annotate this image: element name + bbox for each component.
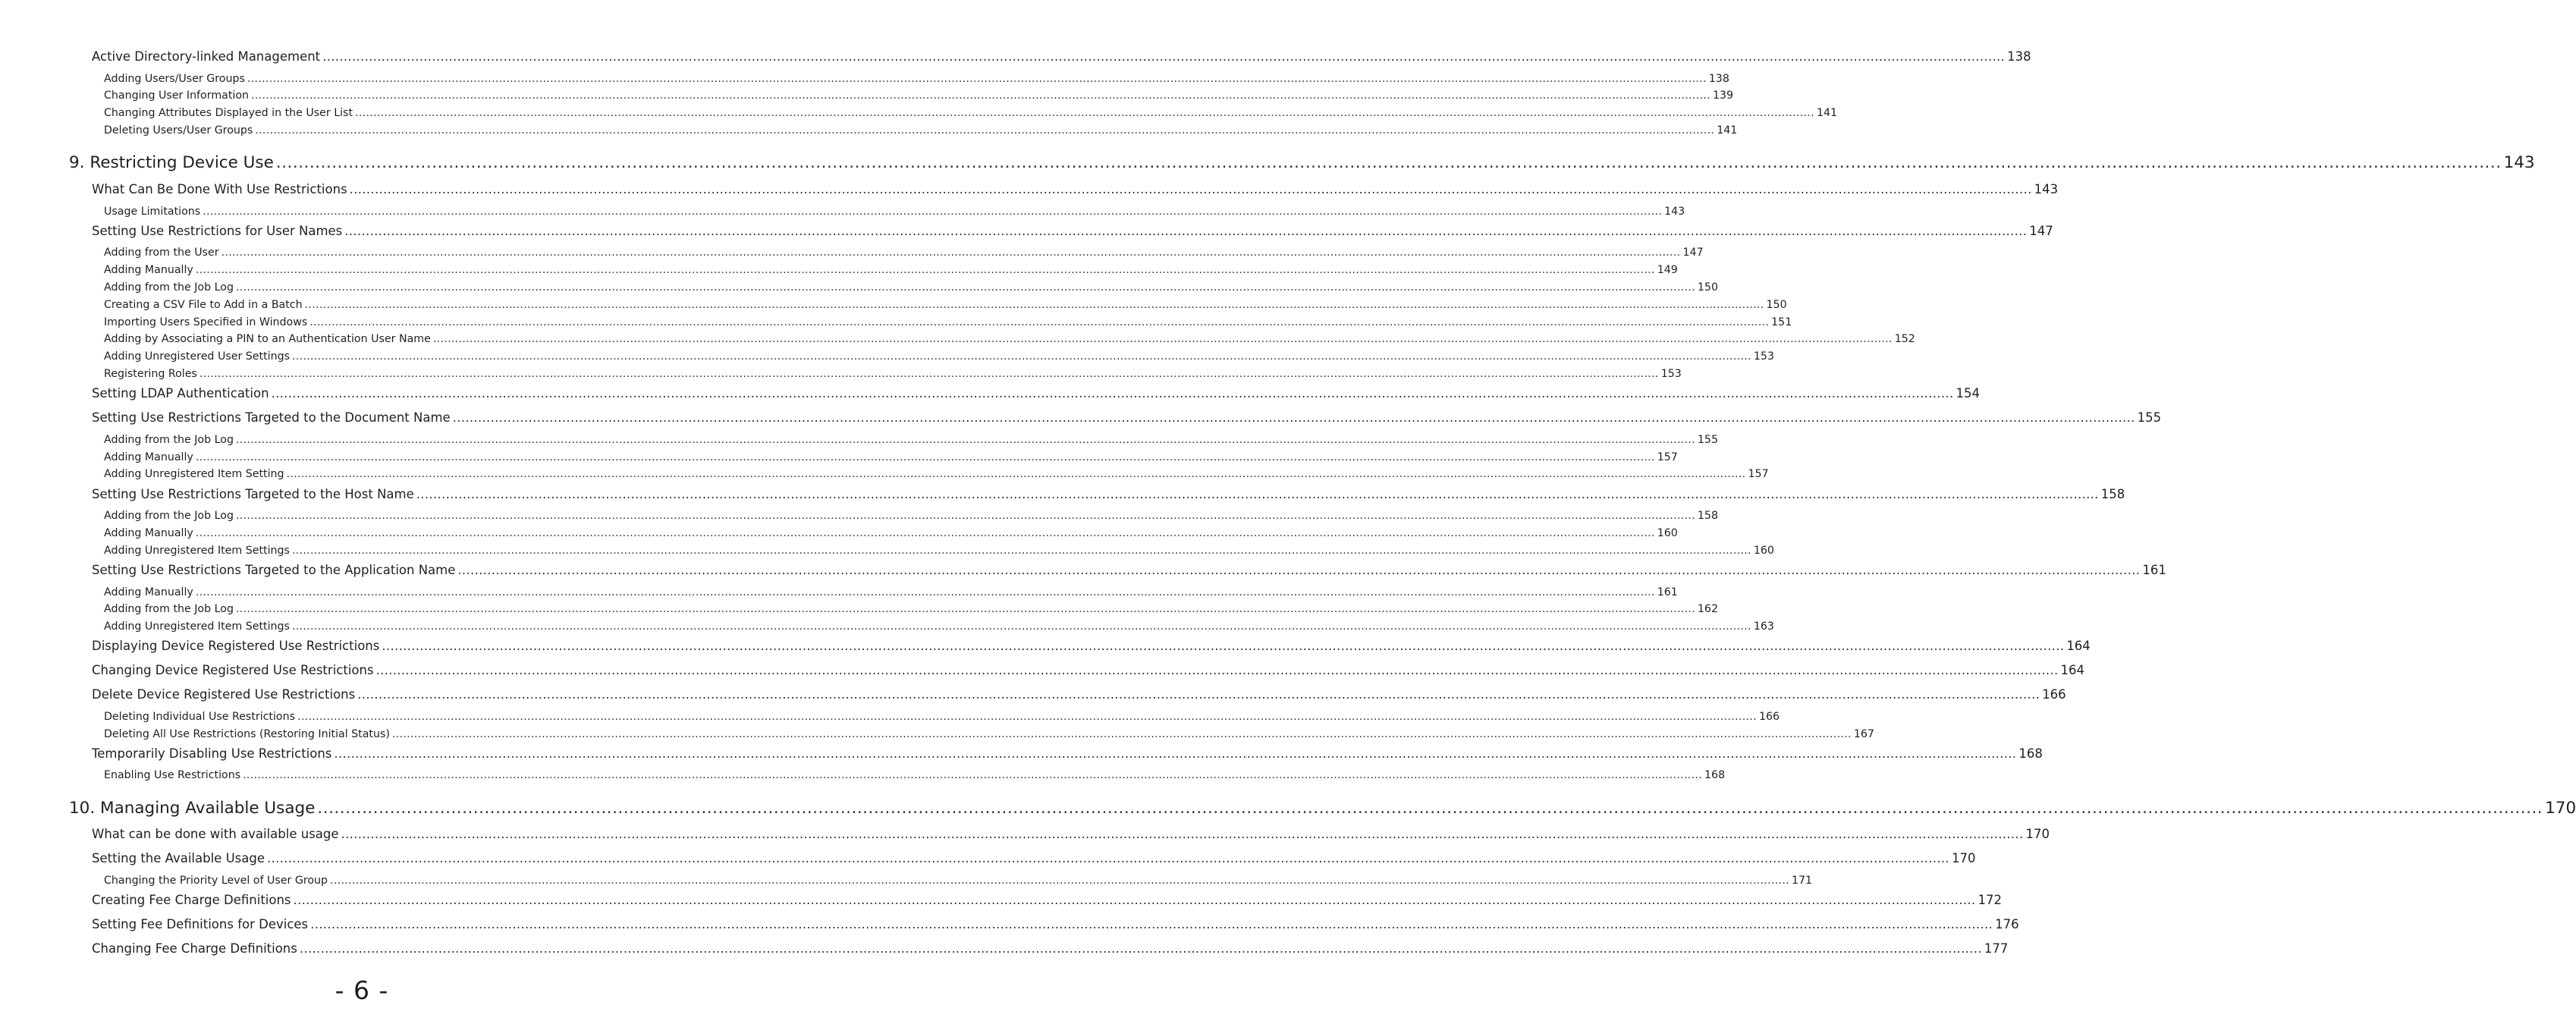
toc-entry-title: Setting Use Restrictions for User Names	[92, 224, 343, 238]
toc-section-entry[interactable]	[92, 49, 2031, 66]
toc-section-entry[interactable]	[92, 182, 2059, 199]
toc-dot-leader: ................................................................................................................................................................................................................................................................................................................................................................................................................	[375, 663, 2059, 677]
toc-subsection-entry[interactable]	[104, 586, 1678, 602]
toc-subsection-entry[interactable]	[104, 73, 1729, 88]
toc-entry-page: 166	[1758, 711, 1780, 723]
toc-entry-page: 158	[2100, 487, 2125, 501]
toc-section-entry[interactable]	[92, 746, 2043, 763]
toc-section-entry[interactable]	[92, 487, 2125, 504]
toc-dot-leader: ................................................................................................................................................................................................................................................................................................................................................................................................................	[203, 206, 1663, 218]
toc-subsection-entry[interactable]	[104, 247, 1704, 262]
toc-dot-leader: ................................................................................................................................................................................................................................................................................................................................................................................................................	[291, 350, 1751, 363]
toc-dot-leader: ................................................................................................................................................................................................................................................................................................................................................................................................................	[195, 451, 1655, 463]
toc-dot-leader: ................................................................................................................................................................................................................................................................................................................................................................................................................	[267, 851, 1949, 865]
toc-entry-title: Setting Use Restrictions Targeted to the Host Name	[92, 487, 414, 501]
toc-subsection-entry[interactable]	[104, 206, 1685, 221]
toc-entry-page: 141	[1717, 124, 1738, 137]
toc-subsection-entry[interactable]	[104, 124, 1738, 140]
toc-entry-page: 158	[1697, 510, 1718, 522]
toc-entry-title: Creating Fee Charge Definitions	[92, 893, 291, 907]
toc-subsection-entry[interactable]	[104, 711, 1780, 726]
toc-section-entry[interactable]	[92, 639, 2091, 655]
toc-entry-title: Changing Fee Charge Definitions	[92, 941, 297, 956]
toc-entry-title: Adding from the Job Log	[104, 510, 234, 522]
toc-dot-leader: ................................................................................................................................................................................................................................................................................................................................................................................................................	[432, 333, 1893, 345]
toc-dot-leader: ................................................................................................................................................................................................................................................................................................................................................................................................................	[452, 410, 2135, 425]
toc-entry-title: Changing the Priority Level of User Group	[104, 875, 328, 887]
toc-entry-title: Adding from the User	[104, 247, 219, 259]
toc-entry-title: Registering Roles	[104, 368, 197, 380]
toc-entry-page: 147	[1682, 247, 1704, 259]
toc-dot-leader: ................................................................................................................................................................................................................................................................................................................................................................................................................	[235, 434, 1695, 446]
toc-entry-page: 153	[1660, 368, 1682, 380]
toc-entry-page: 160	[1657, 527, 1678, 539]
toc-entry-page: 138	[1708, 73, 1729, 85]
toc-entry-page: 157	[1657, 451, 1678, 463]
toc-entry-title: Adding Manually	[104, 527, 193, 539]
toc-dot-leader: ................................................................................................................................................................................................................................................................................................................................................................................................................	[255, 124, 1715, 137]
toc-entry-page: 138	[2007, 49, 2031, 64]
toc-entry-page: 161	[1657, 586, 1678, 598]
toc-entry-title: Adding Manually	[104, 264, 193, 276]
toc-dot-leader: ................................................................................................................................................................................................................................................................................................................................................................................................................	[195, 586, 1655, 598]
toc-dot-leader: ................................................................................................................................................................................................................................................................................................................................................................................................................	[416, 487, 2099, 501]
toc-entry-title: Adding Users/User Groups	[104, 73, 245, 85]
toc-section-entry[interactable]	[92, 386, 1980, 403]
toc-entry-page: 172	[1978, 893, 2002, 907]
toc-entry-page: 162	[1697, 603, 1718, 615]
toc-entry-page: 171	[1791, 875, 1813, 887]
toc-entry-page: 154	[1956, 386, 1980, 400]
toc-dot-leader: ................................................................................................................................................................................................................................................................................................................................................................................................................	[235, 510, 1695, 522]
toc-dot-leader: ................................................................................................................................................................................................................................................................................................................................................................................................................	[243, 769, 1703, 781]
toc-entry-title: 10. Managing Available Usage	[69, 799, 316, 818]
toc-dot-leader: ................................................................................................................................................................................................................................................................................................................................................................................................................	[309, 316, 1770, 328]
toc-entry-title: 9. Restricting Device Use	[69, 153, 274, 172]
toc-dot-leader: ................................................................................................................................................................................................................................................................................................................................................................................................................	[344, 224, 2028, 238]
toc-entry-page: 150	[1697, 281, 1718, 294]
toc-subsection-entry[interactable]	[104, 316, 1792, 331]
toc-entry-title: Displaying Device Registered Use Restrictions	[92, 639, 380, 653]
toc-subsection-entry[interactable]	[104, 264, 1678, 279]
toc-entry-page: 143	[2503, 153, 2535, 172]
toc-subsection-entry[interactable]	[104, 769, 1726, 784]
toc-entry-title: Delete Device Registered Use Restrictions	[92, 687, 356, 702]
toc-subsection-entry[interactable]	[104, 350, 1774, 366]
toc-entry-page: 153	[1753, 350, 1774, 363]
toc-dot-leader: ................................................................................................................................................................................................................................................................................................................................................................................................................	[195, 264, 1655, 276]
toc-dot-leader: ................................................................................................................................................................................................................................................................................................................................................................................................................	[235, 281, 1695, 294]
toc-entry-title: Adding Manually	[104, 451, 193, 463]
toc-subsection-entry[interactable]	[104, 510, 1718, 525]
toc-dot-leader: ................................................................................................................................................................................................................................................................................................................................................................................................................	[271, 386, 1954, 400]
toc-entry-page: 177	[1984, 941, 2009, 956]
toc-dot-leader: ................................................................................................................................................................................................................................................................................................................................................................................................................	[299, 941, 1982, 956]
toc-entry-page: 168	[2018, 746, 2043, 761]
toc-dot-leader: ................................................................................................................................................................................................................................................................................................................................................................................................................	[293, 893, 1976, 907]
toc-subsection-entry[interactable]	[104, 527, 1678, 542]
toc-entry-page: 155	[1697, 434, 1718, 446]
toc-section-entry[interactable]	[92, 563, 2166, 580]
toc-section-entry[interactable]	[92, 941, 2009, 958]
toc-entry-title: Enabling Use Restrictions	[104, 769, 241, 781]
toc-entry-page: 164	[2060, 663, 2085, 677]
toc-subsection-entry[interactable]	[104, 620, 1774, 636]
toc-dot-leader: ................................................................................................................................................................................................................................................................................................................................................................................................................	[297, 711, 1757, 723]
toc-entry-page: 141	[1816, 107, 1838, 119]
toc-subsection-entry[interactable]	[104, 281, 1718, 297]
toc-entry-page: 155	[2137, 410, 2162, 425]
toc-dot-leader: ................................................................................................................................................................................................................................................................................................................................................................................................................	[304, 299, 1764, 311]
toc-dot-leader: ................................................................................................................................................................................................................................................................................................................................................................................................................	[251, 90, 1711, 102]
toc-entry-page: 167	[1853, 728, 1874, 740]
toc-dot-leader: ................................................................................................................................................................................................................................................................................................................................................................................................................	[199, 368, 1659, 380]
toc-entry-title: Usage Limitations	[104, 206, 201, 218]
toc-entry-page: 161	[2142, 563, 2166, 577]
toc-entry-page: 164	[2066, 639, 2091, 653]
toc-dot-leader: ................................................................................................................................................................................................................................................................................................................................................................................................................	[221, 247, 1681, 259]
toc-entry-title: Temporarily Disabling Use Restrictions	[92, 746, 332, 761]
toc-subsection-entry[interactable]	[104, 545, 1774, 560]
toc-entry-title: What can be done with available usage	[92, 827, 339, 841]
toc-entry-page: 170	[1951, 851, 1976, 865]
toc-dot-leader: ................................................................................................................................................................................................................................................................................................................................................................................................................	[247, 73, 1707, 85]
toc-dot-leader: ................................................................................................................................................................................................................................................................................................................................................................................................................	[349, 182, 2032, 196]
toc-dot-leader: ................................................................................................................................................................................................................................................................................................................................................................................................................	[291, 620, 1751, 633]
toc-entry-title: Setting Use Restrictions Targeted to the Application Name	[92, 563, 456, 577]
toc-subsection-entry[interactable]	[104, 451, 1678, 466]
toc-dot-leader: ................................................................................................................................................................................................................................................................................................................................................................................................................	[382, 639, 2065, 653]
toc-entry-page: 166	[2042, 687, 2066, 702]
toc-section-entry[interactable]	[92, 893, 2002, 909]
toc-entry-title: Changing Device Registered Use Restrictions	[92, 663, 374, 677]
toc-entry-page: 150	[1766, 299, 1787, 311]
toc-subsection-entry[interactable]	[104, 603, 1718, 618]
toc-dot-leader: ................................................................................................................................................................................................................................................................................................................................................................................................................	[317, 799, 2543, 818]
toc-entry-page: 168	[1704, 769, 1726, 781]
toc-entry-title: Setting the Available Usage	[92, 851, 265, 865]
toc-entry-title: Adding Manually	[104, 586, 193, 598]
toc-entry-title: Adding Unregistered Item Settings	[104, 545, 290, 557]
toc-dot-leader: ................................................................................................................................................................................................................................................................................................................................................................................................................	[355, 107, 1814, 119]
toc-entry-page: 163	[1753, 620, 1774, 633]
toc-section-entry[interactable]	[92, 827, 2050, 843]
toc-dot-leader: ................................................................................................................................................................................................................................................................................................................................................................................................................	[195, 527, 1655, 539]
toc-dot-leader: ................................................................................................................................................................................................................................................................................................................................................................................................................	[357, 687, 2040, 702]
toc-entry-title: Deleting Users/User Groups	[104, 124, 253, 137]
toc-dot-leader: ................................................................................................................................................................................................................................................................................................................................................................................................................	[334, 746, 2017, 761]
toc-dot-leader: ................................................................................................................................................................................................................................................................................................................................................................................................................	[391, 728, 1852, 740]
toc-entry-page: 143	[1664, 206, 1685, 218]
toc-entry-page: 170	[2025, 827, 2050, 841]
toc-dot-leader: ................................................................................................................................................................................................................................................................................................................................................................................................................	[286, 468, 1746, 480]
toc-entry-page: 143	[2034, 182, 2059, 196]
toc-entry-page: 152	[1894, 333, 1915, 345]
toc-chapter-entry[interactable]	[69, 153, 2535, 176]
toc-entry-title: Adding by Associating a PIN to an Authentication User Name	[104, 333, 431, 345]
toc-subsection-entry[interactable]	[104, 333, 1915, 348]
toc-entry-title: Setting LDAP Authentication	[92, 386, 269, 400]
toc-entry-title: Changing User Information	[104, 90, 250, 102]
page-number: - 6 -	[335, 975, 389, 1005]
toc-subsection-entry[interactable]	[104, 434, 1718, 449]
toc-entry-page: 151	[1771, 316, 1792, 328]
toc-entry-title: Adding from the Job Log	[104, 434, 234, 446]
toc-dot-leader: ................................................................................................................................................................................................................................................................................................................................................................................................................	[457, 563, 2141, 577]
toc-section-entry[interactable]	[92, 917, 2019, 934]
toc-entry-title: What Can Be Done With Use Restrictions	[92, 182, 347, 196]
toc-entry-title: Creating a CSV File to Add in a Batch	[104, 299, 303, 311]
toc-subsection-entry[interactable]	[104, 728, 1874, 743]
toc-dot-leader: ................................................................................................................................................................................................................................................................................................................................................................................................................	[310, 917, 1993, 931]
toc-dot-leader: ................................................................................................................................................................................................................................................................................................................................................................................................................	[330, 875, 1789, 887]
toc-chapter-entry[interactable]	[69, 799, 2576, 821]
toc-subsection-entry[interactable]	[104, 468, 1769, 483]
toc-dot-leader: ................................................................................................................................................................................................................................................................................................................................................................................................................	[322, 49, 2006, 64]
toc-dot-leader: ................................................................................................................................................................................................................................................................................................................................................................................................................	[235, 603, 1695, 615]
toc-section-entry[interactable]	[92, 687, 2066, 704]
toc-entry-title: Deleting Individual Use Restrictions	[104, 711, 296, 723]
toc-subsection-entry[interactable]	[104, 368, 1682, 383]
toc-entry-title: Setting Use Restrictions Targeted to the Document Name	[92, 410, 451, 425]
toc-entry-page: 157	[1748, 468, 1769, 480]
toc-dot-leader: ................................................................................................................................................................................................................................................................................................................................................................................................................	[275, 153, 2502, 172]
toc-section-entry[interactable]	[92, 851, 1976, 868]
toc-entry-title: Adding Unregistered Item Setting	[104, 468, 284, 480]
toc-section-entry[interactable]	[92, 224, 2053, 240]
toc-entry-title: Adding Unregistered Item Settings	[104, 620, 290, 633]
toc-entry-title: Deleting All Use Restrictions (Restoring Initial Status)	[104, 728, 390, 740]
toc-entry-title: Adding Unregistered User Settings	[104, 350, 290, 363]
toc-subsection-entry[interactable]	[104, 875, 1813, 890]
toc-entry-title: Importing Users Specified in Windows	[104, 316, 308, 328]
toc-entry-title: Adding from the Job Log	[104, 281, 234, 294]
toc-entry-page: 149	[1657, 264, 1678, 276]
toc-subsection-entry[interactable]	[104, 299, 1787, 314]
toc-entry-page: 147	[2029, 224, 2053, 238]
toc-entry-page: 170	[2545, 799, 2576, 818]
toc-entry-title: Adding from the Job Log	[104, 603, 234, 615]
toc-entry-title: Changing Attributes Displayed in the User List	[104, 107, 353, 119]
toc-subsection-entry[interactable]	[104, 107, 1838, 122]
toc-dot-leader: ................................................................................................................................................................................................................................................................................................................................................................................................................	[291, 545, 1751, 557]
toc-entry-title: Setting Fee Definitions for Devices	[92, 917, 309, 931]
toc-entry-page: 139	[1712, 90, 1734, 102]
toc-entry-title: Active Directory-linked Management	[92, 49, 321, 64]
toc-entry-page: 160	[1753, 545, 1774, 557]
toc-section-entry[interactable]	[92, 663, 2085, 680]
toc-entry-page: 176	[1995, 917, 2019, 931]
toc-dot-leader: ................................................................................................................................................................................................................................................................................................................................................................................................................	[341, 827, 2024, 841]
toc-section-entry[interactable]	[92, 410, 2162, 427]
toc-subsection-entry[interactable]	[104, 90, 1734, 105]
